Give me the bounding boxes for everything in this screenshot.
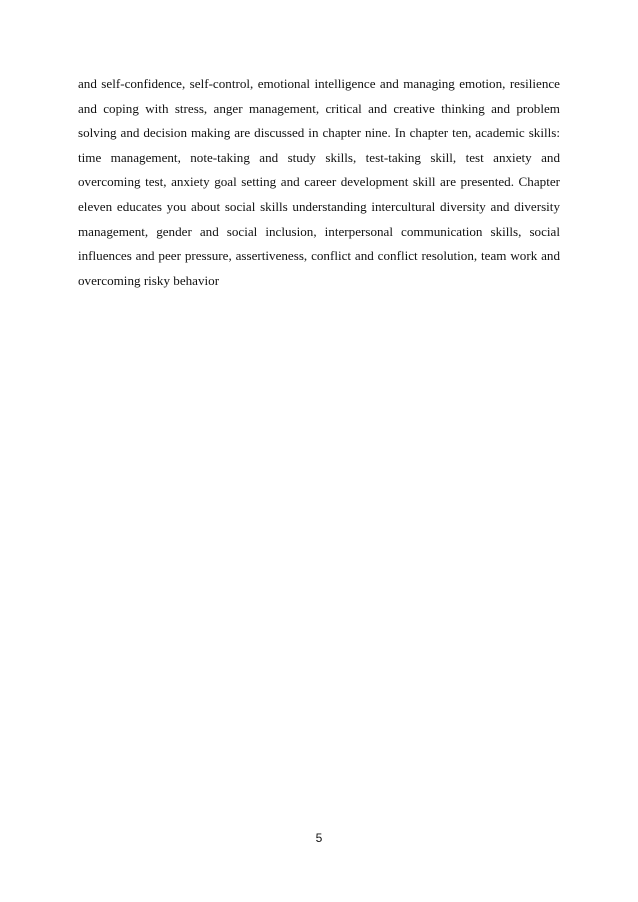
body-paragraph: and self-confidence, self-control, emotional intelligence and managing emotion, resilience and coping with stress, anger management, critical and creative thinking and problem solving and decision making are discussed in chapter nine. In chapter ten, academic skills: time management, note-taking and study skills, test-taking skill, test anxiety and overcoming test, anxiety goal setting and career development skill are presented. Chapter eleven educates you about social skills understanding intercultural diversity and diversity management, gender and social inclusion, interpersonal communication skills, social influences and peer pressure, assertiveness, conflict and conflict resolution, team work and overcoming risky behavior xyxy=(78,76,560,288)
page-number: 5 xyxy=(315,831,323,845)
